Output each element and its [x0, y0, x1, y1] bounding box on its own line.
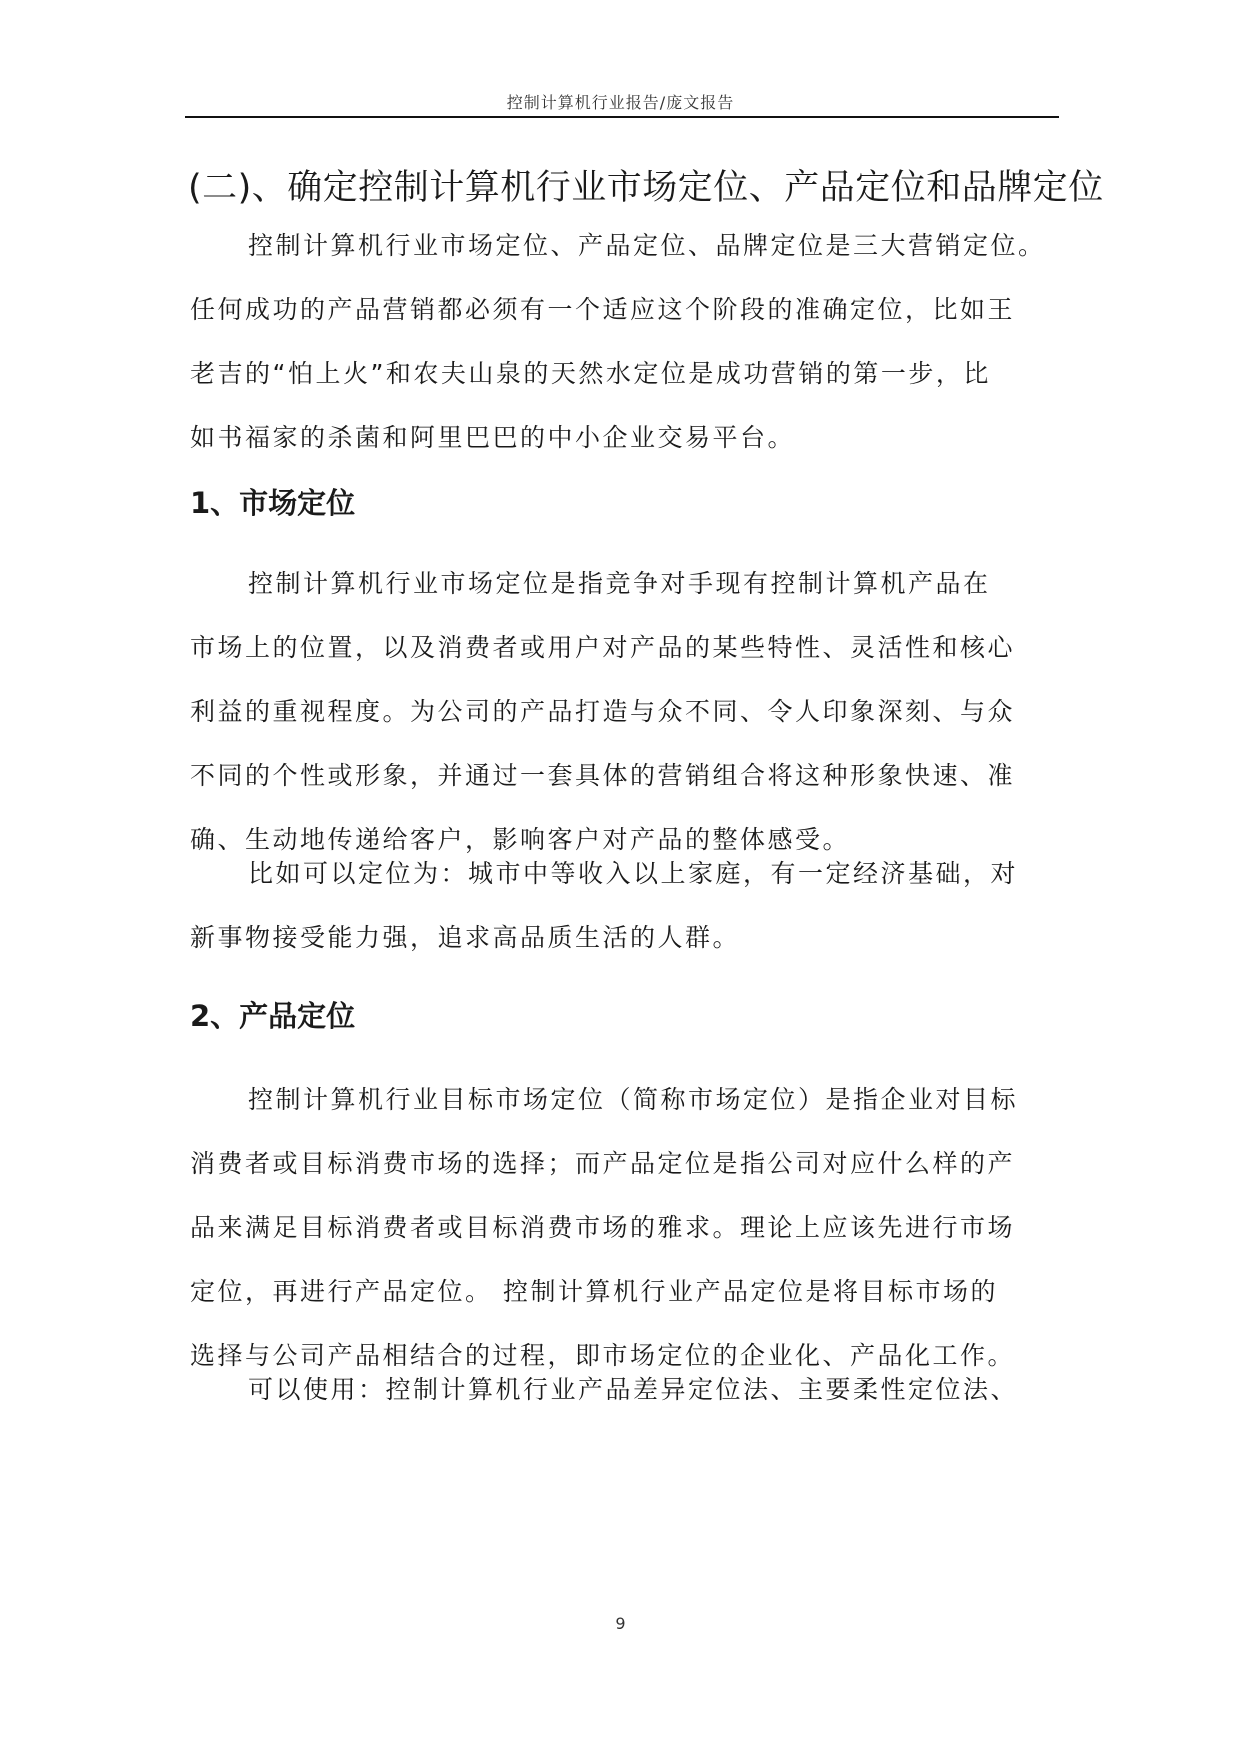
product-positioning-methods-paragraph [190, 1358, 1056, 1422]
paragraph-line: 老吉的“怕上火”和农夫山泉的天然水定位是成功营销的第一步，比 [190, 359, 991, 388]
paragraph-line: 控制计算机行业目标市场定位（简称市场定位）是指企业对目标 [248, 1085, 1019, 1114]
running-header: 控制计算机行业报告/庞文报告 [506, 93, 735, 112]
paragraph-line: 控制计算机行业市场定位是指竞争对手现有控制计算机产品在 [248, 569, 991, 598]
header-divider [185, 116, 1059, 118]
page-title: (二)、确定控制计算机行业市场定位、产品定位和品牌定位 [188, 168, 1104, 208]
market-positioning-paragraph [190, 552, 1056, 872]
section-heading-market-positioning: 1、市场定位 [190, 486, 356, 520]
intro-paragraph [190, 214, 1056, 470]
paragraph-line: 新事物接受能力强，追求高品质生活的人群。 [190, 923, 741, 952]
paragraph-line: 消费者或目标消费市场的选择；而产品定位是指公司对应什么样的产 [190, 1149, 1016, 1178]
paragraph-line: 确、生动地传递给客户，影响客户对产品的整体感受。 [190, 825, 851, 854]
paragraph-line: 控制计算机行业市场定位、产品定位、品牌定位是三大营销定位。 [248, 231, 1046, 260]
paragraph-line: 比如可以定位为：城市中等收入以上家庭，有一定经济基础，对 [248, 859, 1019, 888]
paragraph-line: 不同的个性或形象，并通过一套具体的营销组合将这种形象快速、准 [190, 761, 1016, 790]
product-positioning-paragraph [190, 1068, 1056, 1388]
paragraph-line: 任何成功的产品营销都必须有一个适应这个阶段的准确定位，比如王 [190, 295, 1016, 324]
paragraph-line: 选择与公司产品相结合的过程，即市场定位的企业化、产品化工作。 [190, 1341, 1016, 1370]
paragraph-line: 如书福家的杀菌和阿里巴巴的中小企业交易平台。 [190, 423, 796, 452]
paragraph-line: 市场上的位置，以及消费者或用户对产品的某些特性、灵活性和核心 [190, 633, 1016, 662]
paragraph-line: 定位，再进行产品定位。 控制计算机行业产品定位是将目标市场的 [190, 1277, 998, 1306]
page-number: 9 [615, 1614, 626, 1633]
market-positioning-example-paragraph [190, 842, 1056, 970]
paragraph-line: 可以使用：控制计算机行业产品差异定位法、主要柔性定位法、 [248, 1375, 1019, 1404]
paragraph-line: 品来满足目标消费者或目标消费市场的雅求。理论上应该先进行市场 [190, 1213, 1016, 1242]
paragraph-line: 利益的重视程度。为公司的产品打造与众不同、令人印象深刻、与众 [190, 697, 1016, 726]
section-heading-product-positioning: 2、产品定位 [190, 999, 356, 1033]
